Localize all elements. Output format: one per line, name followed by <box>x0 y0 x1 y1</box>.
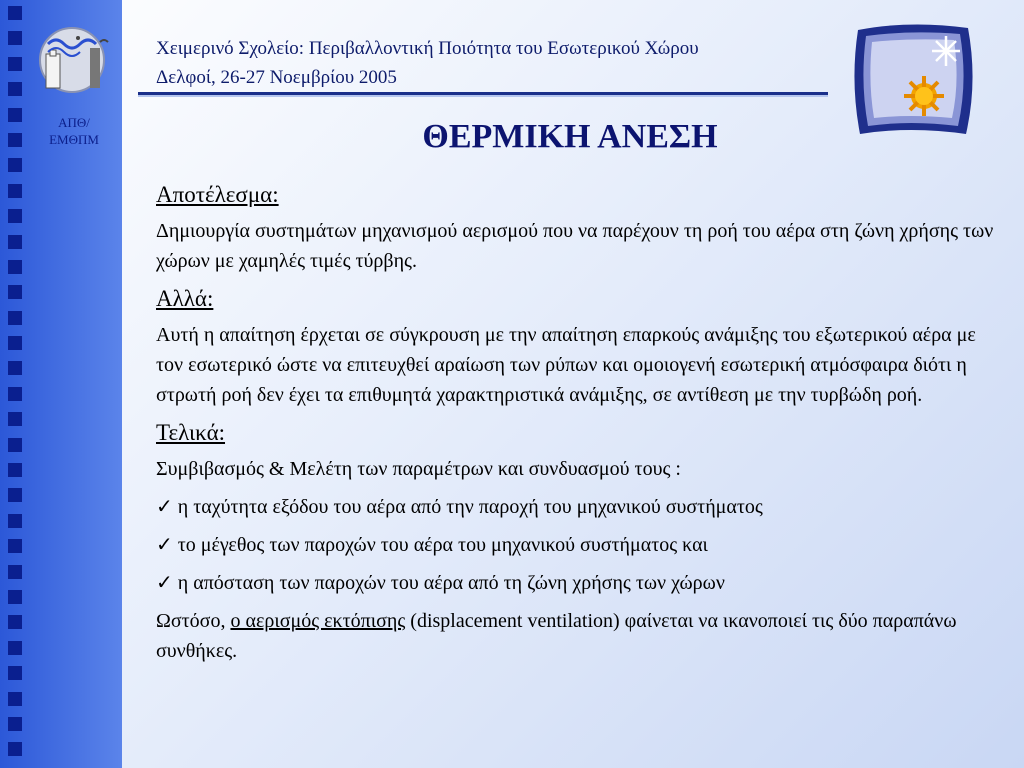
header-school-name: Χειμερινό Σχολείο: Περιβαλλοντική Ποιότητα του Εσωτερικού Χώρου <box>156 38 699 59</box>
slide-header <box>156 34 836 92</box>
header-date-location: Δελφοί, 26-27 Νοεμβρίου 2005 <box>156 67 397 88</box>
slide-title: ΘΕΡΜΙΚΗ ΑΝΕΣΗ <box>422 118 718 155</box>
slide-body <box>156 180 996 674</box>
check-item <box>156 530 996 560</box>
check-mark-icon: ✓ <box>156 534 173 556</box>
finally-heading: Τελικά: <box>156 420 226 445</box>
displacement-ventilation-term: ο αερισμός εκτόπισης <box>230 610 406 632</box>
department-line-2: ΕΜΘΠΜ <box>49 132 99 147</box>
check-item-text: η απόσταση των παροχών του αέρα από τη ζώνη χρήσης των χώρων <box>177 572 725 594</box>
finally-text: Συμβιβασμός & Μελέτη των παραμέτρων και συνδυασμού τους : <box>156 458 681 480</box>
department-line-1: ΑΠΘ/ <box>58 115 90 130</box>
closing-text <box>156 606 996 666</box>
check-item <box>156 568 996 598</box>
check-item-text: η ταχύτητα εξόδου του αέρα από την παροχή του μηχανικού συστήματος <box>177 496 763 518</box>
closing-prefix: Ωστόσο, <box>156 610 231 632</box>
but-text: Αυτή η απαίτηση έρχεται σε σύγκρουση με την απαίτηση επαρκούς ανάμιξης του εξωτερικού αέρα με τον εσωτερικό ώστε να επιτευχθεί αραίωση των ρύπων και ομοιογενή εσωτερική ατμόσφαιρα διότι η στρωτή ροή δεν έχει τα επιθυμητά χαρακτηριστικά ανάμιξης, σε αντίθεση με την τυρβώδη ροή. <box>156 324 976 406</box>
check-item <box>156 492 996 522</box>
factory-logo-icon <box>34 24 114 96</box>
closing-suffix: (displacement ventilation) φαίνεται να ικανοποιεί τις δύο παραπάνω συνθήκες. <box>156 610 957 662</box>
sidebar <box>0 0 122 768</box>
header-divider <box>138 92 828 97</box>
result-heading: Αποτέλεσμα: <box>156 182 279 207</box>
check-mark-icon: ✓ <box>156 496 173 518</box>
check-item-text: το μέγεθος των παροχών του αέρα του μηχανικού συστήματος και <box>177 534 708 556</box>
decorative-squares <box>8 6 22 756</box>
department-label <box>30 114 118 148</box>
check-mark-icon: ✓ <box>156 572 173 594</box>
but-heading: Αλλά: <box>156 286 214 311</box>
result-text: Δημιουργία συστημάτων μηχανισμού αερισμού που να παρέχουν τη ροή του αέρα στη ζώνη χρήσης των χώρων με χαμηλές τιμές τύρβης. <box>156 220 994 272</box>
